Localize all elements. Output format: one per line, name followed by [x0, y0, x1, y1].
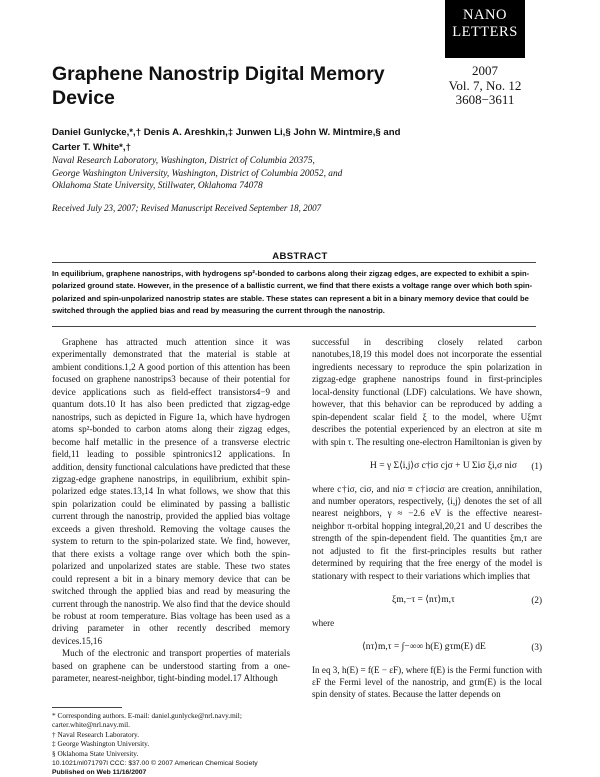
- journal-year: 2007: [445, 64, 525, 79]
- equation-3-row: [312, 641, 542, 653]
- equation-2-number: (2): [531, 594, 542, 606]
- abstract-bottom-rule: [52, 326, 536, 327]
- right-where: where: [312, 617, 542, 629]
- affiliations: [52, 155, 502, 193]
- equation-2: ξm,−τ = ⟨nτ⟩m,τ: [392, 594, 455, 606]
- equation-2-row: [312, 594, 542, 606]
- equation-1: H = γ Σ⟨i,j⟩σ c†iσ cjσ + U Σiσ ξi,σ niσ: [370, 460, 517, 472]
- journal-name-line1: NANO: [445, 7, 525, 24]
- affiliation-2: George Washington University, Washington, District of Columbia 20052, and: [52, 168, 502, 181]
- footnote-nrl: † Naval Research Laboratory.: [52, 730, 290, 739]
- journal-volume: Vol. 7, No. 12: [445, 79, 525, 94]
- doi-info: [52, 760, 352, 777]
- equation-3: ⟨nτ⟩m,τ = ∫−∞∞ h(E) gτm(E) dE: [362, 641, 486, 653]
- equation-3-number: (3): [531, 641, 542, 653]
- published-date: Published on Web 11/16/2007: [52, 769, 352, 777]
- abstract-top-rule: [52, 262, 536, 263]
- doi-line: 10.1021/nl071797l CCC: $37.00 © 2007 American Chemical Society: [52, 760, 352, 769]
- abstract-heading: ABSTRACT: [0, 251, 600, 262]
- footnotes: [52, 711, 290, 758]
- affiliation-3: Oklahoma State University, Stillwater, Oklahoma 74078: [52, 180, 502, 193]
- journal-info: [445, 64, 525, 108]
- right-paragraph-2: where c†iσ, ciσ, and niσ ≡ c†iσciσ are creation, annihilation, and number operators, respectively, ⟨i,j⟩ denotes the set of all nearest neighbors, γ ≈ −2.6 eV is the effective nearest-neighbor π-orbital hopping integral,20,21 and U describes the strength of the spin-dependent field. The quantities ξm,τ are not adjusted to fit the first-principles results but rather determined by requiring that the free energy of the model is stationary with respect to their variations which implies that: [312, 483, 542, 583]
- journal-badge: [445, 0, 525, 58]
- equation-1-row: [312, 460, 542, 472]
- equation-1-number: (1): [531, 460, 542, 472]
- left-paragraph-1: Graphene has attracted much attention since it was experimentally demonstrated that the material is stable at ambient conditions.1,2 A good portion of this attention has been focused on graphene nanostrips3 because of their potential for device applications such as field-effect transistors4−9 and quantum dots.10 It has also been predicted that zigzag-edge nanostrips, such as depicted in Figure 1a, which have hydrogen atoms sp²-bonded to carbon atoms along their zigzag edges, become half metallic in the presence of a transverse electric field,11 leading to possible spintronics12 applications. In addition, density functional calculations have predicted that these zigzag-edge graphene nanostrips, in equilibrium, exhibit spin-polarized edge states.13,14 In what follows, we show that this spin polarization could be eliminated by passing a ballistic current through the nanostrip, provided the applied bias voltage exceeds a given threshold. Removing the voltage causes the system to return to the spin-polarized state. We find, however, that there exists a voltage range over which both the spin-polarized and unpolarized states are stable. These two states could represent a bit in a binary memory device that can be switched through the applied bias and read by measuring the current through the nanostrip. We also find that the device should be robust at room temperature. Bias voltage has been used as a driving parameter in other recently described memory devices.15,16: [52, 336, 290, 647]
- journal-pages: 3608−3611: [445, 93, 525, 108]
- footnote-corresponding: * Corresponding authors. E-mail: daniel.gunlycke@nrl.navy.mil; carter.white@nrl.navy.mil.: [52, 711, 290, 730]
- footnote-rule: [52, 707, 122, 708]
- footnote-gwu: ‡ George Washington University.: [52, 739, 290, 748]
- author-list: [52, 126, 412, 155]
- footnote-osu: § Oklahoma State University.: [52, 749, 290, 758]
- right-column: [312, 336, 542, 701]
- received-dates: Received July 23, 2007; Revised Manuscript Received September 18, 2007: [52, 203, 502, 213]
- abstract-text: In equilibrium, graphene nanostrips, with hydrogens sp²-bonded to carbons along their zigzag edges, are expected to exhibit a spin-polarized ground state. However, in the presence of a ballistic current, we find that there exists a voltage range over which both spin-polarized and spin-unpolarized nanostrip states are stable. These states can represent a bit in a binary memory device that could be switched through the applied bias and read by measuring the current through the nanostrip.: [52, 268, 536, 318]
- right-paragraph-3: In eq 3, h(E) = f(E − εF), where f(E) is the Fermi function with εF the Fermi level of the nanostrip, and gτm(E) is the local spin density of states. Because the latter depends on: [312, 664, 542, 701]
- left-column: [52, 336, 290, 685]
- journal-name-line2: LETTERS: [445, 24, 525, 41]
- article-title: Graphene Nanostrip Digital Memory Device: [52, 62, 412, 110]
- right-paragraph-1: successful in describing closely related carbon nanotubes,18,19 this model does not incorporate the essential ingredients necessary to reproduce the spin polarization in zigzag-edge graphene nanostrips found in first-principles local-density functional (LDF) calculations. We have shown, however, that this behavior can be reproduced by adding a spin-dependent scalar field ξ to the model, where Uξmτ describes the potential experienced by an electron at site m with spin τ. The resulting one-electron Hamiltonian is given by: [312, 336, 542, 448]
- author-line-2: Carter T. White*,†: [52, 141, 412, 156]
- left-paragraph-2: Much of the electronic and transport properties of materials based on graphene can be understood starting from a one-parameter, nearest-neighbor, tight-binding model.17 Although: [52, 647, 290, 684]
- author-line-1: Daniel Gunlycke,*,† Denis A. Areshkin,‡ Junwen Li,§ John W. Mintmire,§ and: [52, 126, 412, 141]
- affiliation-1: Naval Research Laboratory, Washington, District of Columbia 20375,: [52, 155, 502, 168]
